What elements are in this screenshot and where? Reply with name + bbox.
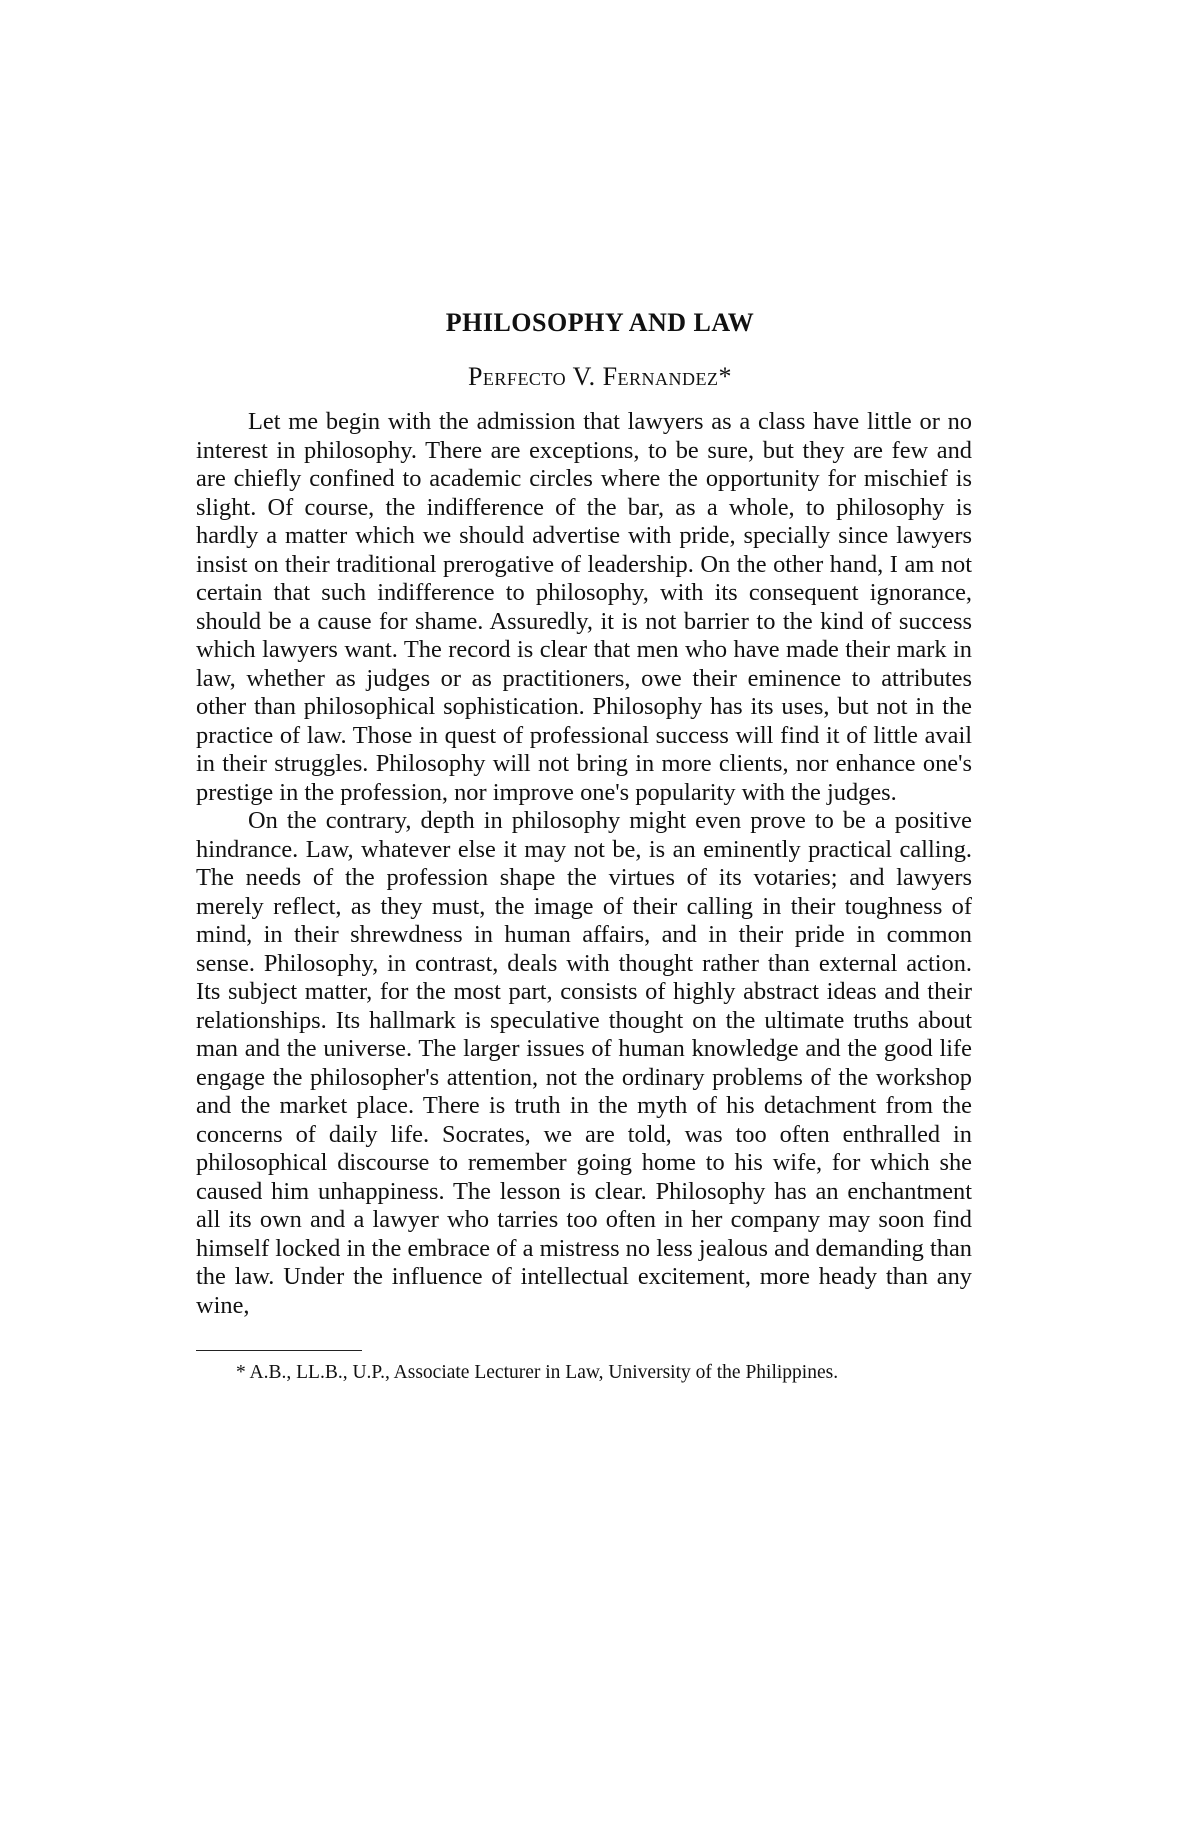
author-footnote: * A.B., LL.B., U.P., Associate Lecturer in Law, University of the Philippines. [236,1362,839,1383]
body-paragraph: Let me begin with the admission that lawyers as a class have little or no interest in philosophy. There are exceptions, to be sure, but they are few and are chiefly confined to academic circles where the opportunity for mischief is slight. Of course, the indifference of the bar, as a whole, to philosophy is hardly a matter which we should advertise with pride, specially since lawyers insist on their traditional prerogative of leadership. On the other hand, I am not certain that such indifference to philosophy, with its consequent ignorance, should be a cause for shame. Assuredly, it is not barrier to the kind of success which lawyers want. The record is clear that men who have made their mark in law, whether as judges or as practitioners, owe their eminence to attributes other than philosophical sophistication. Philosophy has its uses, but not in the practice of law. Those in quest of professional success will find it of little avail in their struggles. Philosophy will not bring in more clients, nor enhance one's prestige in the profession, nor improve one's popularity with the judges. [196,408,972,806]
footnote-divider [196,1350,362,1351]
body-paragraph: On the contrary, depth in philosophy might even prove to be a positive hindrance. Law, whatever else it may not be, is an eminently practical calling. The needs of the profession shape the virtues of its votaries; and lawyers merely reflect, as they must, the image of their calling in their toughness of mind, in their shrewdness in human affairs, and in their pride in common sense. Philosophy, in contrast, deals with thought rather than external action. Its subject matter, for the most part, consists of highly abstract ideas and their relationships. Its hallmark is speculative thought on the ultimate truths about man and the universe. The larger issues of human knowledge and the good life engage the philosopher's attention, not the ordinary problems of the workshop and the market place. There is truth in the myth of his detachment from the concerns of daily life. Socrates, we are told, was too often enthralled in philosophical discourse to remember going home to his wife, for which she caused him unhappiness. The lesson is clear. Philosophy has an enchantment all its own and a lawyer who tarries too often in her company may soon find himself locked in the embrace of a mistress no less jealous and demanding than the law. Under the influence of intellectual excitement, more heady than any wine, [196,807,972,1319]
article-title: PHILOSOPHY AND LAW [445,308,755,337]
article-author: Perfecto V. Fernandez* [467,362,733,391]
article-body [196,408,972,1320]
